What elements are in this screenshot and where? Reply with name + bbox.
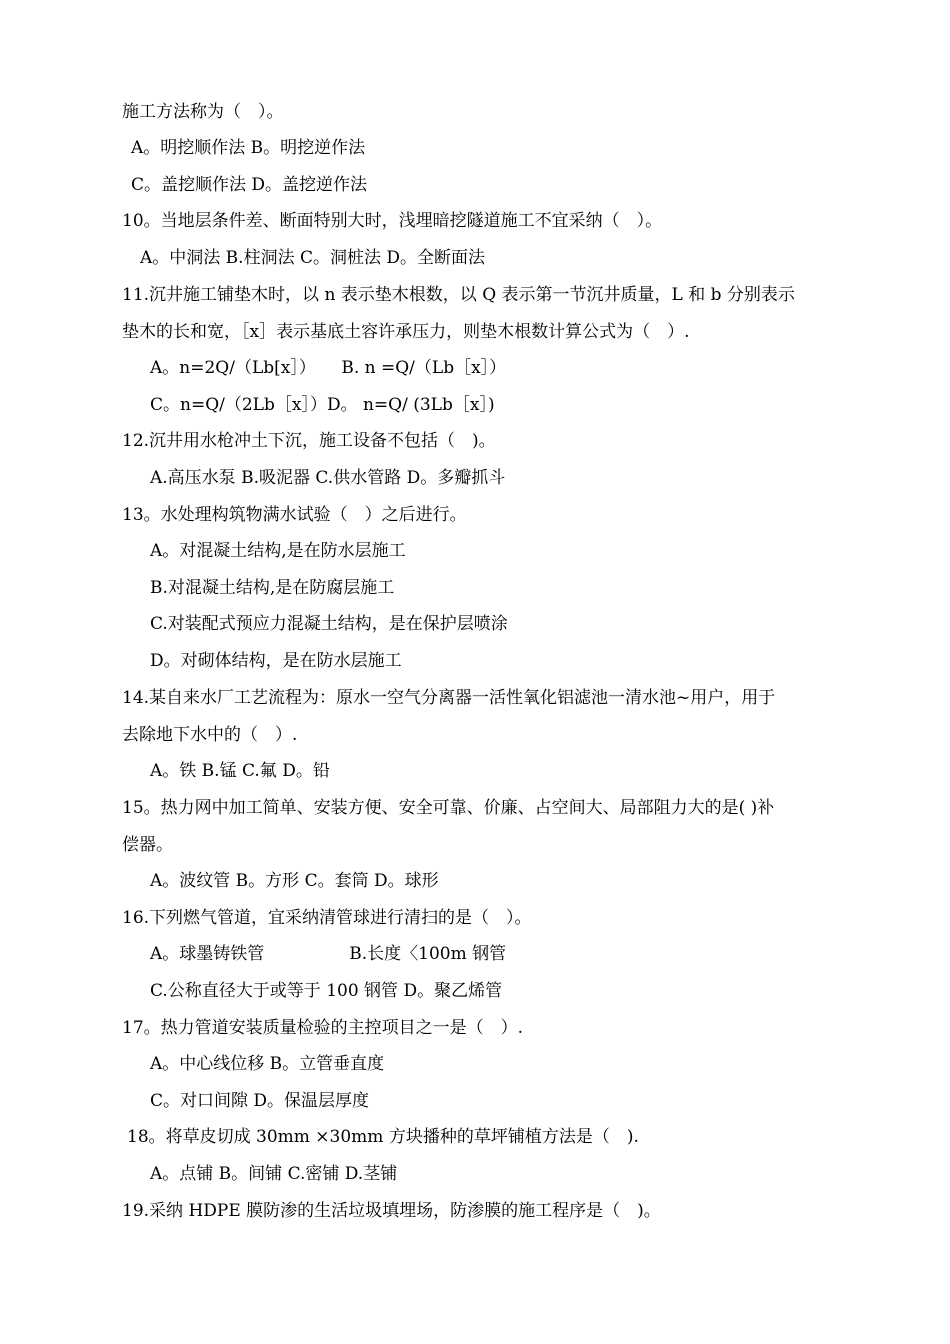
text-line: 去除地下水中的（ ）. <box>122 725 298 745</box>
text-line: A。点铺 B。间铺 C.密铺 D.茎铺 <box>150 1164 398 1184</box>
text-line: 18。将草皮切成 30mm ×30mm 方块播种的草坪铺植方法是（ ). <box>127 1127 639 1147</box>
text-line: A。明挖顺作法 B。明挖逆作法 <box>131 138 366 158</box>
text-line: A。对混凝土结构,是在防水层施工 <box>150 541 406 561</box>
text-line: C。n=Q/（2Lb［x］）D。 n=Q/ (3Lb［x］) <box>150 395 495 415</box>
text-line: A。铁 B.锰 C.氟 D。铅 <box>150 761 330 781</box>
text-line: 11.沉井施工铺垫木时，以 n 表示垫木根数，以 Q 表示第一节沉井质量，L 和 b 分别表示 <box>122 285 795 305</box>
text-line: C。盖挖顺作法 D。盖挖逆作法 <box>131 175 368 195</box>
text-line: 施工方法称为（ ）。 <box>122 102 284 122</box>
text-line: 17。热力管道安装质量检验的主控项目之一是（ ）. <box>122 1018 524 1038</box>
text-line: 16.下列燃气管道，宜采纳清管球进行清扫的是（ ）。 <box>122 908 532 928</box>
text-line: A.高压水泵 B.吸泥器 C.供水管路 D。多瓣抓斗 <box>150 468 506 488</box>
text-line: 12.沉井用水枪冲土下沉，施工设备不包括（ )。 <box>122 431 496 451</box>
text-line: 19.采纳 HDPE 膜防渗的生活垃圾填埋场，防渗膜的施工程序是（ )。 <box>122 1201 661 1221</box>
text-line: C。对口间隙 D。保温层厚度 <box>150 1091 370 1111</box>
text-line: 10。当地层条件差、断面特别大时，浅埋暗挖隧道施工不宜采纳（ ）。 <box>122 211 663 231</box>
text-line: 14.某自来水厂工艺流程为：原水一空气分离器一活性氧化铝滤池一清水池~用户，用于 <box>122 688 776 708</box>
text-line: 15。热力网中加工简单、安装方便、安全可靠、价廉、占空间大、局部阻力大的是( )补 <box>122 798 775 818</box>
text-line: 13。水处理构筑物满水试验（ ）之后进行。 <box>122 505 467 525</box>
text-line: 偿器。 <box>122 835 173 855</box>
text-line: C.公称直径大于或等于 100 钢管 D。聚乙烯管 <box>150 981 503 1001</box>
text-line: A。波纹管 B。方形 C。套筒 D。球形 <box>150 871 439 891</box>
text-line: A。中心线位移 B。立管垂直度 <box>150 1054 385 1074</box>
text-line: C.对装配式预应力混凝土结构，是在保护层喷涂 <box>150 614 508 634</box>
text-line: A。n=2Q/（Lb[x］） B. n =Q/（Lb［x］） <box>150 358 507 378</box>
text-line: B.对混凝土结构,是在防腐层施工 <box>150 578 395 598</box>
text-line: A。球墨铸铁管 B.长度〈100m 钢管 <box>150 944 507 964</box>
text-line: A。中洞法 B.柱洞法 C。洞桩法 D。全断面法 <box>140 248 486 268</box>
text-line: D。对砌体结构，是在防水层施工 <box>150 651 402 671</box>
text-line: 垫木的长和宽，［x］表示基底土容许承压力，则垫木根数计算公式为（ ）. <box>122 322 690 342</box>
